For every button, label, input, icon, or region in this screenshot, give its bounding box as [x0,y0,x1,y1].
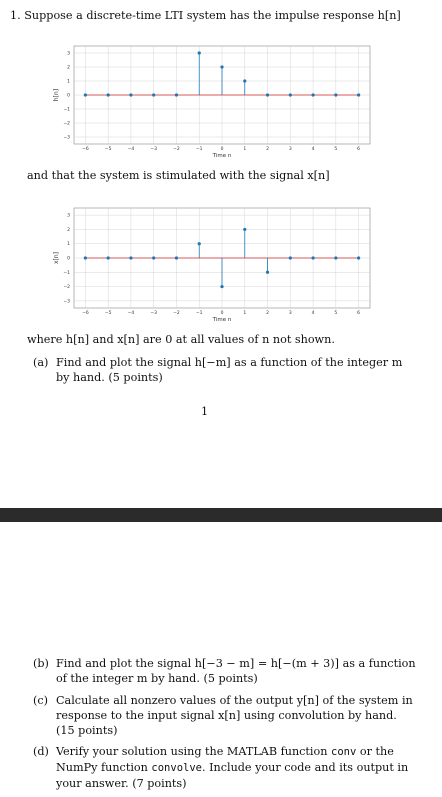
page-2 [0,522,442,797]
stem-marker [152,93,155,96]
note-text: where h[n] and x[n] are 0 at all values of n not shown. [27,333,335,346]
part-d-text-after: . Include your code and its output in your answer. (7 points) [56,761,409,790]
y-tick-label: −1 [63,107,70,113]
x-tick-label: 0 [220,147,224,152]
x-tick-label: −6 [82,311,89,316]
stem-marker [243,79,246,82]
part-c-text: Calculate all nonzero values of the output y[n] of the system in response to the input signal x[n] using convolution by hand. (15 points) [56,694,413,737]
stem-marker [129,256,132,259]
y-tick-label: −2 [63,285,70,291]
stem-marker [243,228,246,231]
y-tick-label: 2 [67,65,70,71]
impulse-response-plot [34,40,380,162]
x-tick-label: 6 [357,311,361,316]
x-tick-label: −3 [150,311,158,316]
x-tick-label: 1 [243,147,247,152]
y-tick-label: −3 [63,299,70,305]
x-tick-label: −4 [127,147,135,152]
stem-marker [107,256,110,259]
input-signal-plot [34,202,380,326]
stem-marker [334,256,337,259]
stem-marker [129,93,132,96]
y-tick-label: −1 [63,270,70,276]
page-number: 1 [201,405,209,418]
x-axis-label: Time n [212,153,232,159]
part-c-label: (c) [33,694,48,707]
stem-marker [175,93,178,96]
x-tick-label: −6 [82,147,89,152]
x-tick-label: 3 [288,311,292,316]
y-tick-label: 1 [67,242,70,248]
x-tick-label: 6 [357,147,361,152]
stem-marker [220,65,223,68]
stimulus-text: and that the system is stimulated with the signal x[n] [27,169,330,182]
y-axis-label: x[n] [53,251,60,265]
y-tick-label: 3 [67,51,70,57]
y-tick-label: 1 [67,79,70,85]
stem-marker [334,93,337,96]
stem-marker [311,93,314,96]
input-signal-chart [34,202,380,326]
stem-marker [220,285,223,288]
part-b-label: (b) [33,657,49,670]
x-tick-label: −1 [195,311,203,316]
impulse-response-chart [34,40,380,162]
x-tick-label: −5 [104,147,112,152]
part-d-label: (d) [33,745,49,758]
x-tick-label: −4 [127,311,135,316]
stem-marker [175,256,178,259]
code-conv: conv [331,746,357,758]
part-a-label: (a) [33,356,49,369]
x-tick-label: 5 [334,311,338,316]
x-tick-label: 2 [266,147,269,152]
stem-marker [198,51,201,54]
part-d-text-before: Verify your solution using the MATLAB function [56,745,328,758]
stem-marker [289,256,292,259]
code-convolve: convolve [151,762,202,774]
problem-intro-text: Suppose a discrete-time LTI system has the impulse response h[n] [24,9,401,22]
x-tick-label: −2 [173,147,180,152]
stem-marker [289,93,292,96]
y-tick-label: −2 [63,121,70,127]
y-tick-label: 0 [67,93,70,99]
x-tick-label: 0 [220,311,224,316]
stem-marker [198,242,201,245]
y-tick-label: 3 [67,213,70,219]
part-b-text: Find and plot the signal h[−3 − m] = h[−(m + 3)] as a function of the integer m by hand. (5 points) [56,657,416,685]
stem-marker [84,256,87,259]
part-d-text-mid: or the NumPy function [56,745,394,774]
stem-marker [357,256,360,259]
part-a-text: Find and plot the signal h[−m] as a function of the integer m by hand. (5 points) [56,356,403,384]
part-d-text [56,744,418,791]
stem-marker [152,256,155,259]
stem-marker [84,93,87,96]
stem-marker [107,93,110,96]
problem-number: 1. [10,9,21,22]
x-tick-label: 5 [334,147,338,152]
x-tick-label: 3 [288,147,292,152]
stem-marker [311,256,314,259]
x-tick-label: 4 [311,311,315,316]
stem-marker [266,271,269,274]
x-tick-label: −1 [195,147,203,152]
x-tick-label: −2 [173,311,180,316]
x-tick-label: −5 [104,311,112,316]
y-tick-label: 2 [67,227,70,233]
problem-intro [10,8,401,23]
page-divider [0,508,442,522]
y-tick-label: 0 [67,256,70,262]
x-tick-label: 4 [311,147,315,152]
x-tick-label: 1 [243,311,247,316]
x-tick-label: −3 [150,147,158,152]
y-tick-label: −3 [63,135,70,141]
x-tick-label: 2 [266,311,269,316]
y-axis-label: h[n] [53,88,60,102]
x-axis-label: Time n [212,317,232,323]
stem-marker [357,93,360,96]
stem-marker [266,93,269,96]
